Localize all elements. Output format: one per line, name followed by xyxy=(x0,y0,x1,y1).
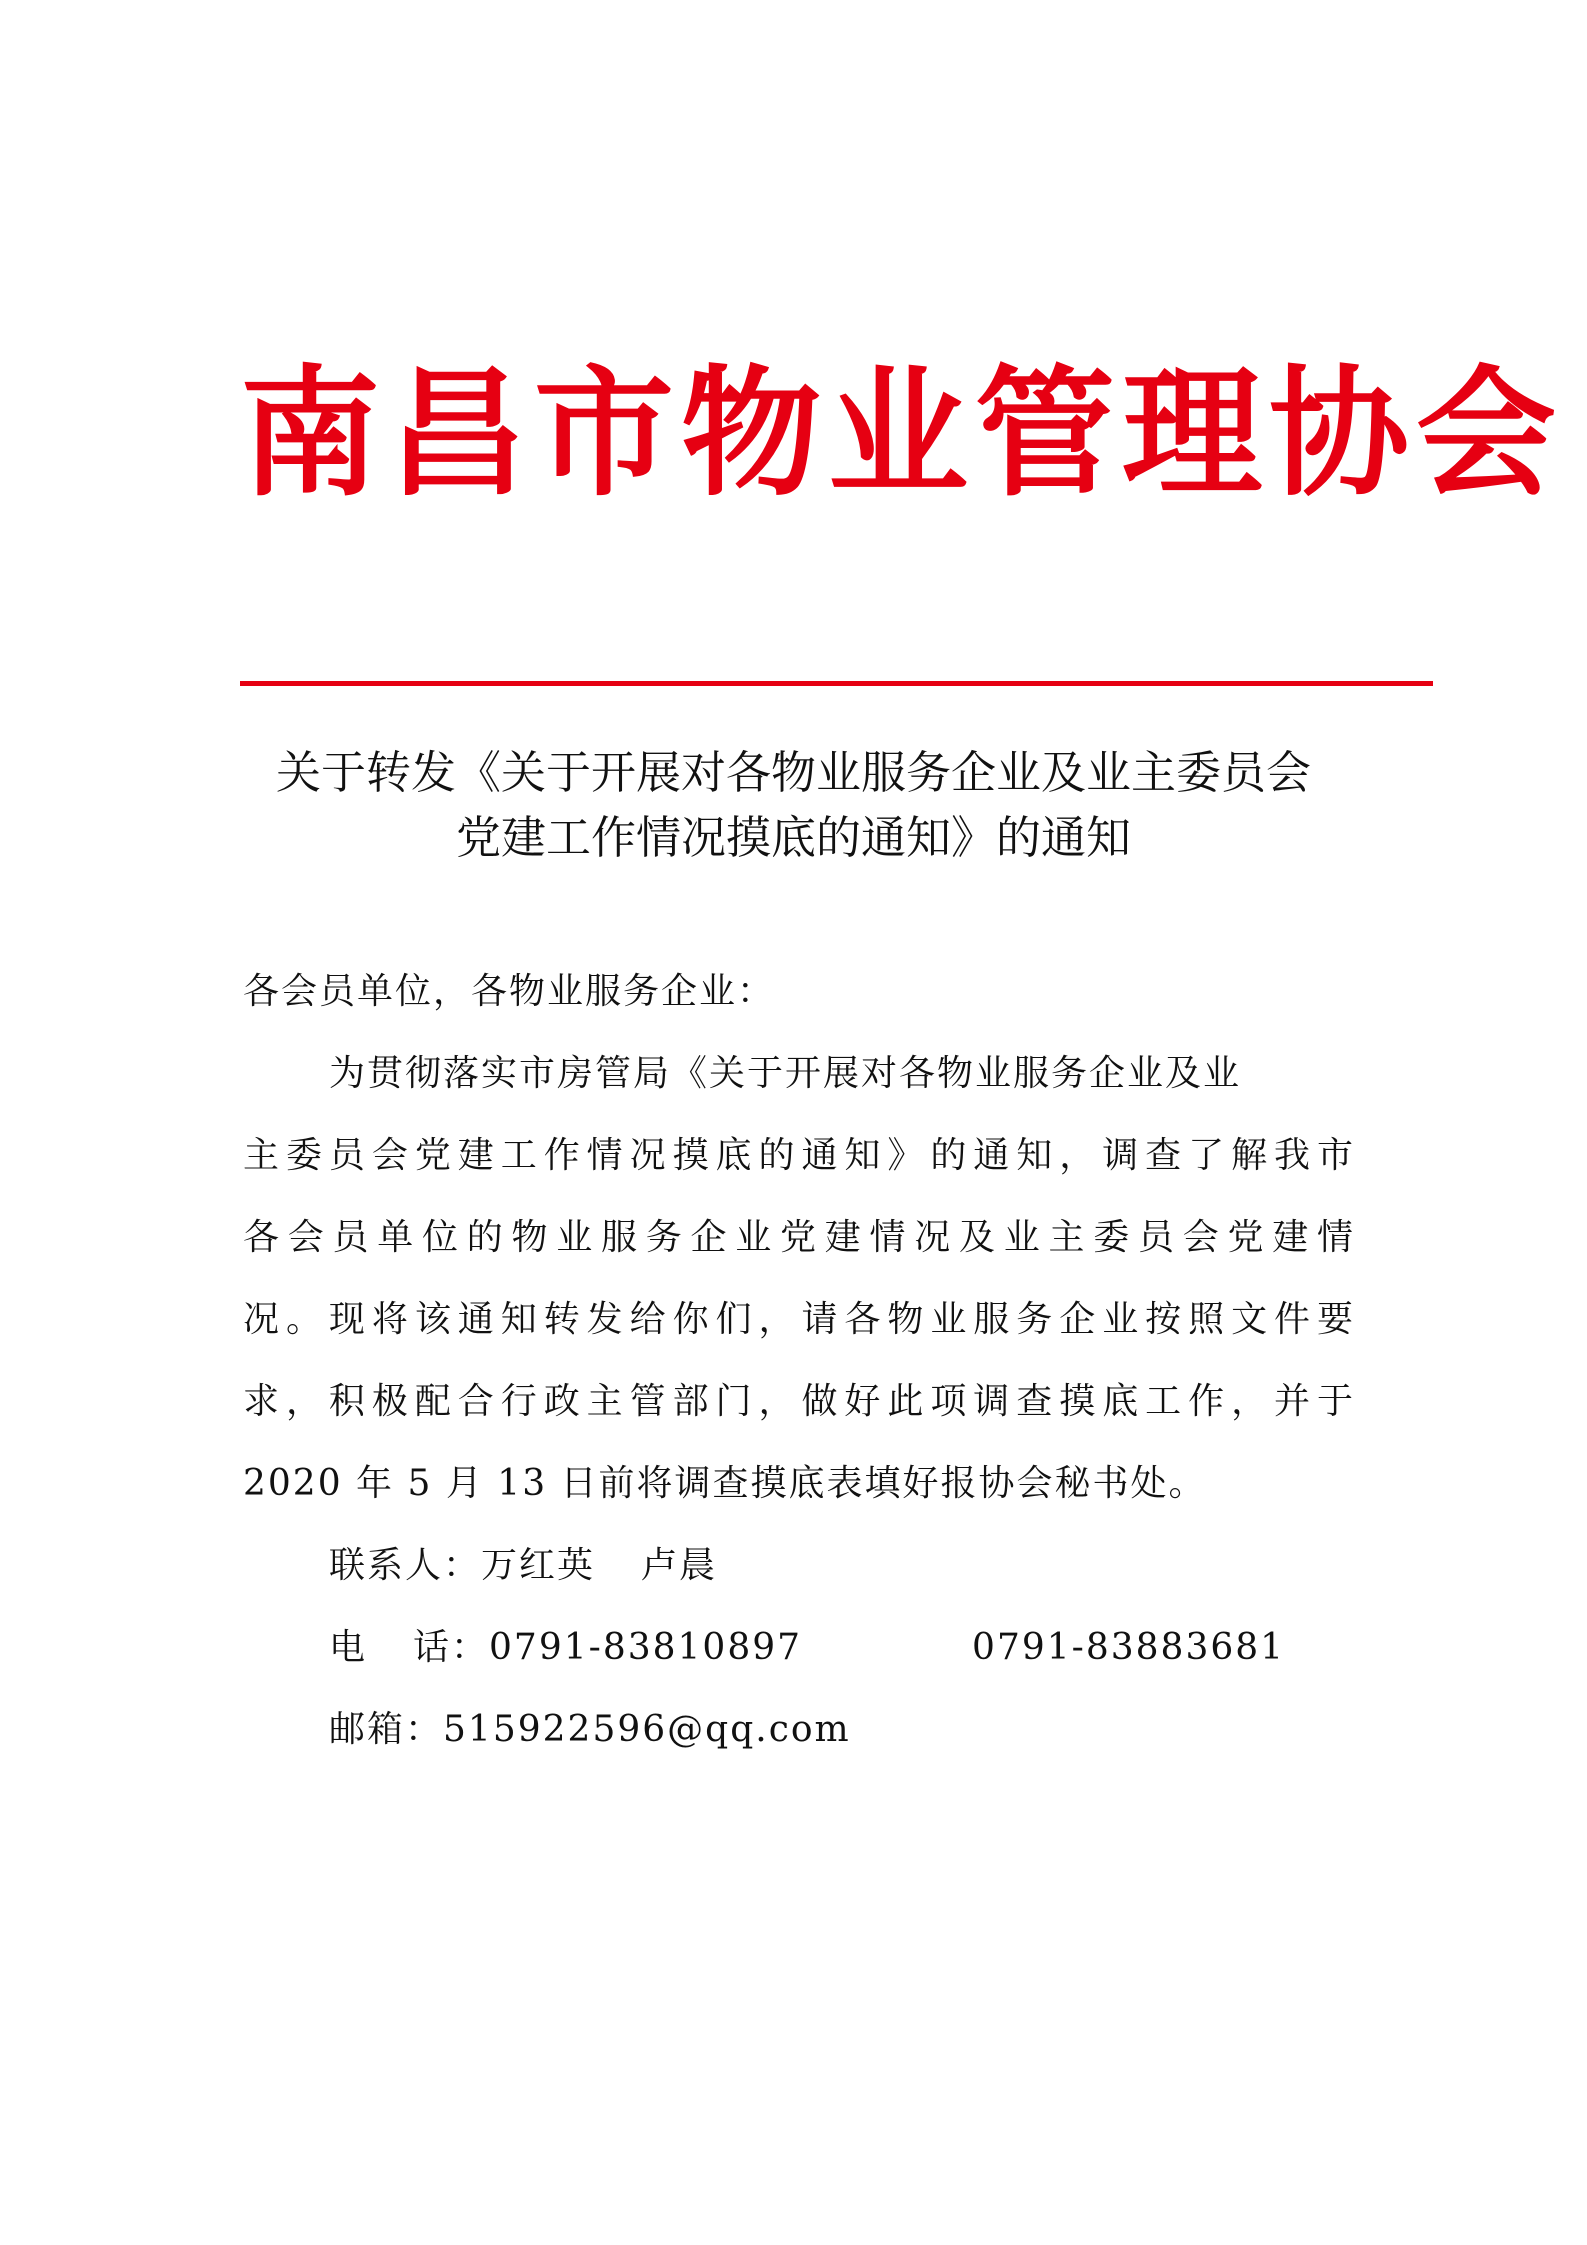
salutation: 各会员单位，各物业服务企业： xyxy=(243,971,776,1012)
paragraph-line: 主委员会党建工作情况摸底的通知》的通知，调查了解我市 xyxy=(243,1135,1353,1176)
email-label: 邮箱： xyxy=(329,1709,444,1750)
letterhead-red-rule xyxy=(240,681,1433,686)
document-title-line-2: 党建工作情况摸底的通知》的通知 xyxy=(455,811,1131,864)
contact-email: 515922596@qq.com xyxy=(443,1709,851,1750)
phone-label-char: 电 xyxy=(329,1627,368,1668)
contact-phone-line xyxy=(329,1606,1439,1690)
contact-phone-1: 0791-83810897 xyxy=(489,1627,803,1668)
paragraph-line: 为贯彻落实市房管局《关于开展对各物业服务企业及业 xyxy=(329,1053,1242,1094)
contact-person-1: 万红英 xyxy=(481,1545,596,1586)
paragraph-line: 2020 年 5 月 13 日前将调查摸底表填好报协会秘书处。 xyxy=(243,1463,1207,1504)
contact-people-line xyxy=(329,1524,1439,1608)
organization-letterhead: 南昌市物业管理协会 xyxy=(240,353,1564,516)
paragraph-line: 求，积极配合行政主管部门，做好此项调查摸底工作，并于 xyxy=(243,1381,1353,1422)
contact-phone-2: 0791-83883681 xyxy=(972,1627,1286,1668)
phone-label: 话： xyxy=(413,1627,490,1668)
document-title-line-1: 关于转发《关于开展对各物业服务企业及业主委员会 xyxy=(275,746,1311,799)
contact-email-line xyxy=(329,1688,1439,1772)
paragraph-line: 况。现将该通知转发给你们，请各物业服务企业按照文件要 xyxy=(243,1299,1353,1340)
contact-person-2: 卢晨 xyxy=(641,1545,718,1586)
paragraph-line: 各会员单位的物业服务企业党建情况及业主委员会党建情 xyxy=(243,1217,1353,1258)
contact-people-label: 联系人： xyxy=(329,1545,482,1586)
